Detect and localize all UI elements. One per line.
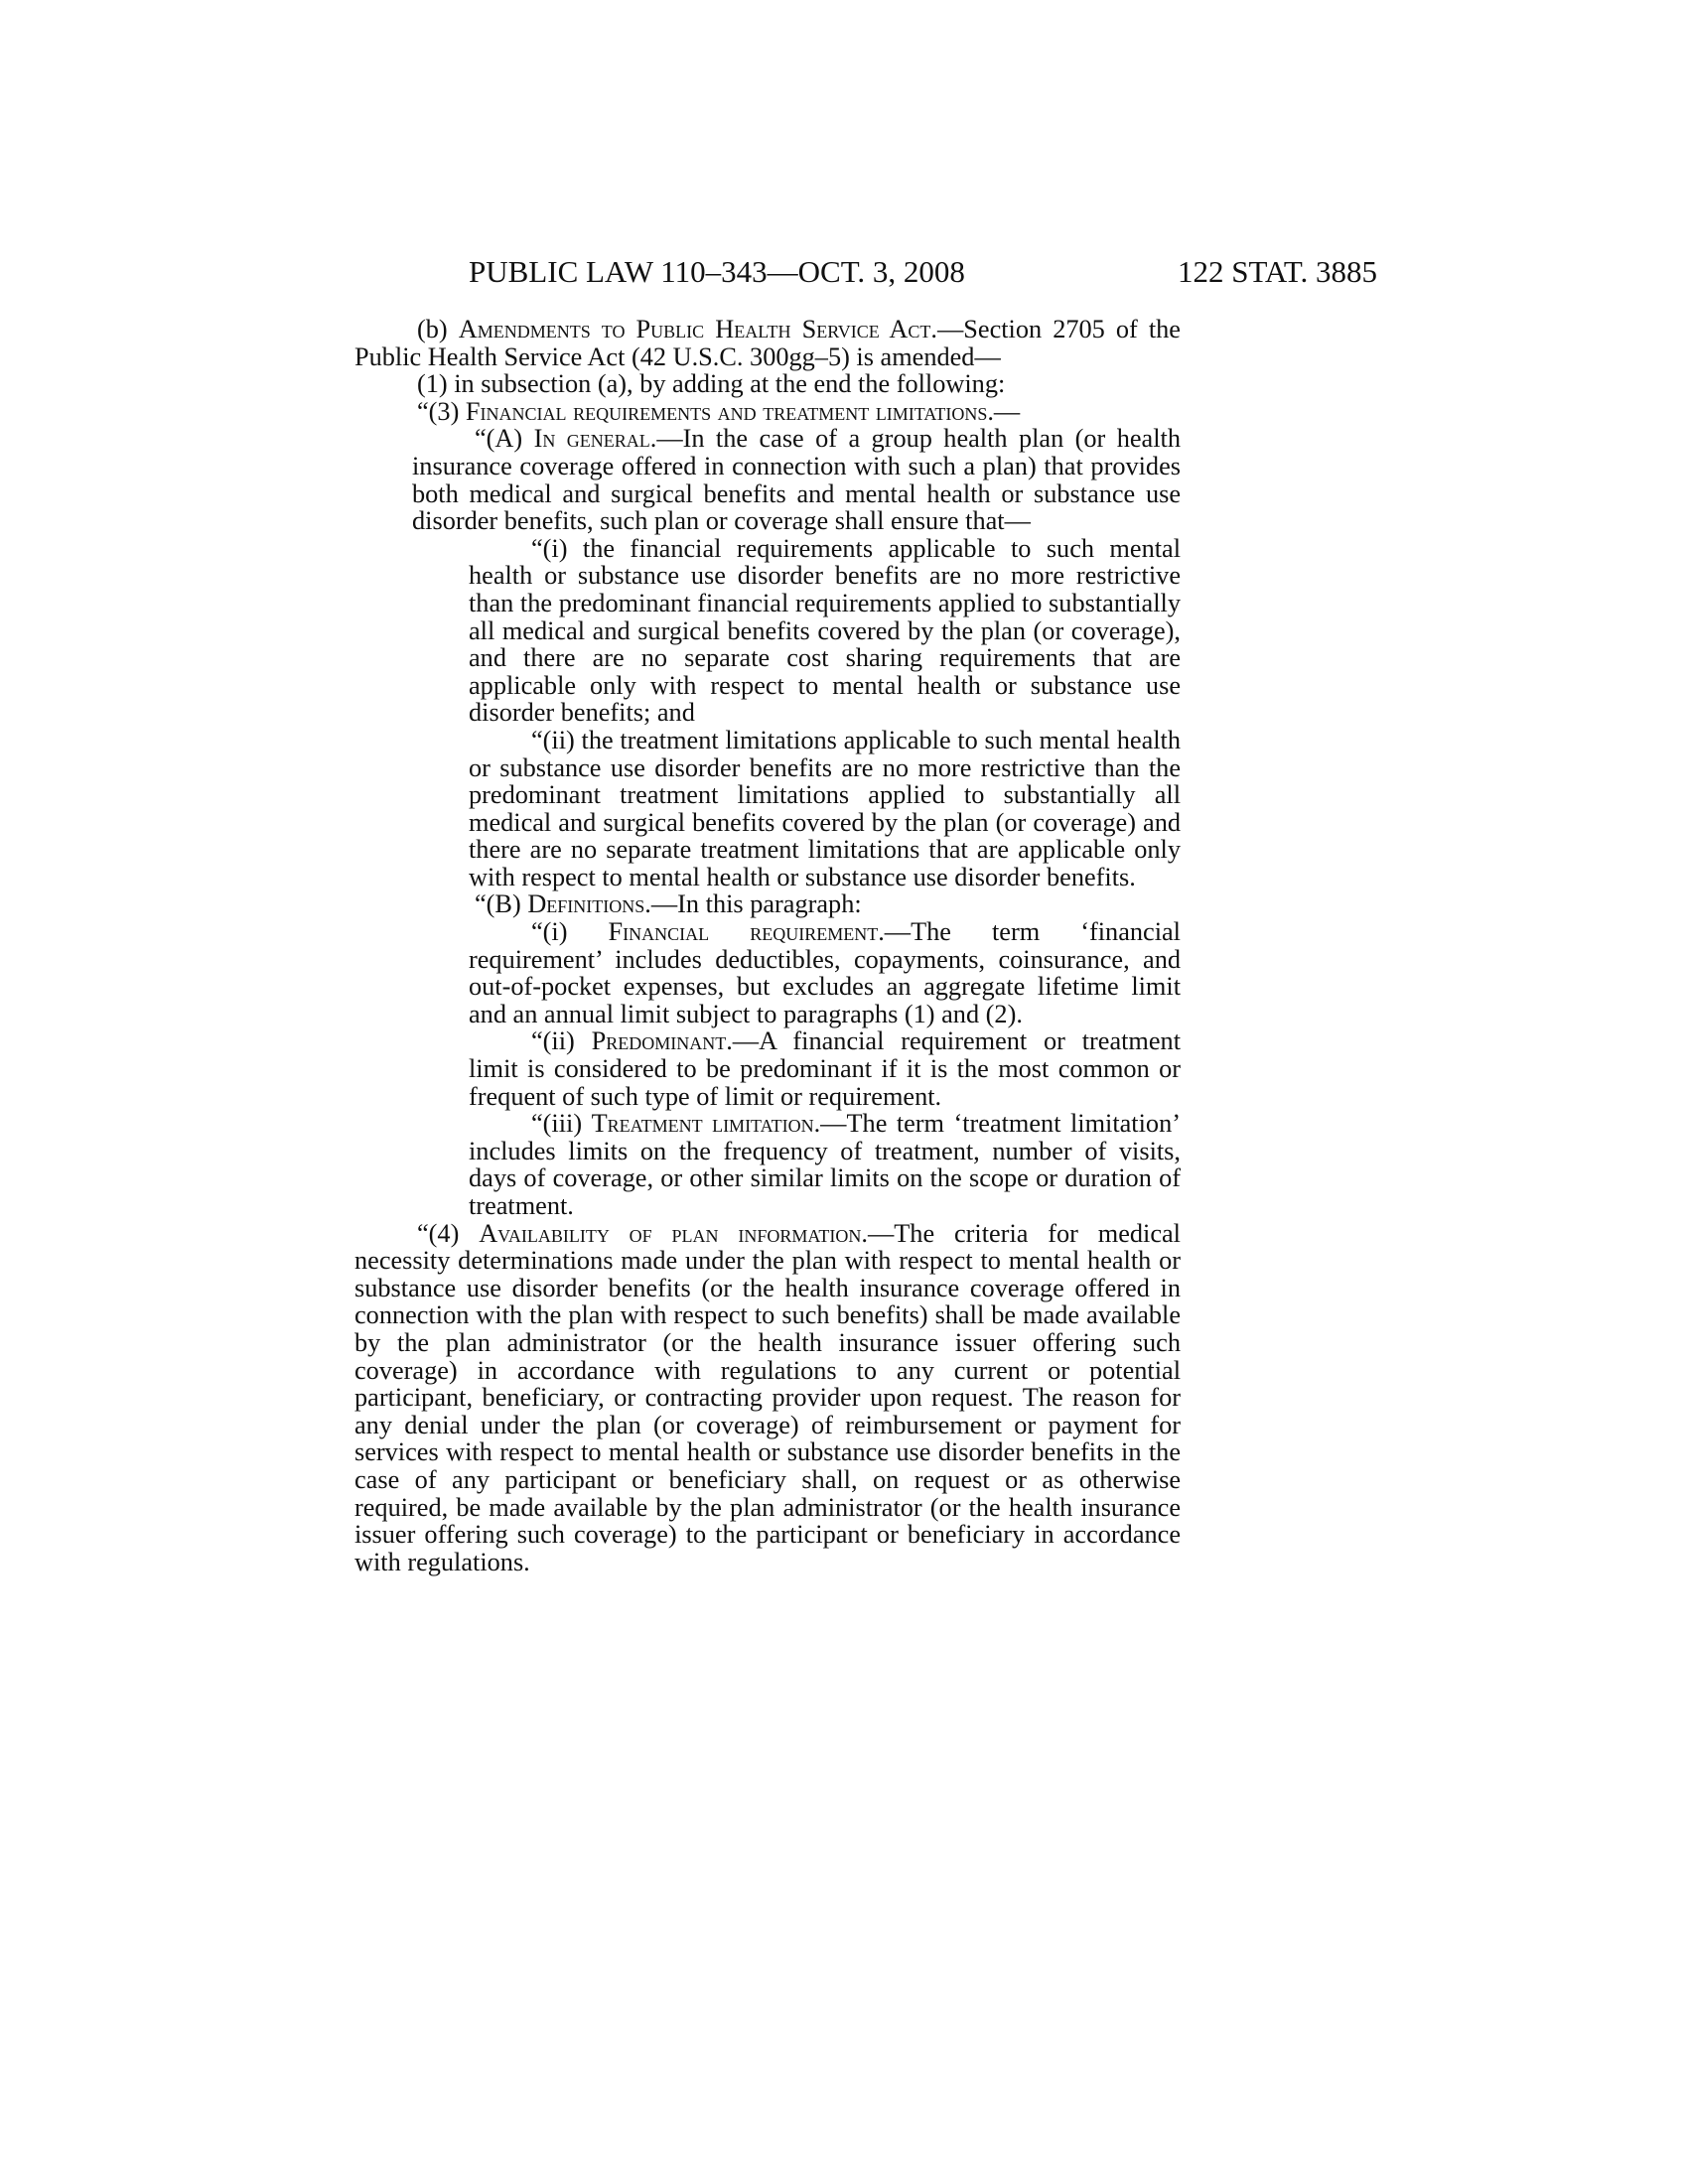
paragraph-3: “(3) Financial requirements and treatment limitations.— — [417, 396, 1021, 426]
running-head — [0, 250, 1688, 294]
subparagraph-b: “(B) Definitions.—In this paragraph: — [475, 889, 862, 919]
subparagraph-b-heading: Definitions — [527, 889, 645, 919]
clause-a-ii: “(ii) the treatment limitations applicable to such mental health or substance use disorder benefits are no more restrictive than the predominant treatment limitations applied to substantially all medical and surgical benefits covered by the plan (or coverage) and there are no separate treatment limitations that are applicable only with respect to mental health or substance use disorder benefits. — [469, 725, 1181, 891]
clause-b-i-heading: Financial requirement — [608, 917, 879, 947]
item-1: (1) in subsection (a), by adding at the end the following: — [417, 369, 1006, 399]
clause-b-ii-heading: Predominant — [591, 1026, 727, 1056]
clause-b-i: “(i) Financial requirement.—The term ‘financial requirement’ includes deductibles, copayments, coinsurance, and out-of-pocket expenses, but excludes an aggregate lifetime limit and an annual limit subject to paragraphs (1) and (2). — [469, 917, 1181, 1028]
clause-a-i: “(i) the financial requirements applicable to such mental health or substance use disorder benefits are no more restrictive than the predominant financial requirements applied to substantially all medical and surgical benefits covered by the plan (or coverage), and there are no separate cost sharing requirements that are applicable only with respect to mental health or substance use disorder benefits; and — [469, 533, 1181, 728]
statute-body — [354, 316, 1181, 1575]
subsection-b-heading: Amendments to Public Health Service Act — [458, 315, 931, 343]
paragraph-3-heading: Financial requirements and treatment limitations — [465, 396, 988, 426]
subparagraph-a-heading: In general — [533, 424, 650, 454]
paragraph-4: “(4) Availability of plan information.—The criteria for medical necessity determinations made under the plan with respect to mental health or substance use disorder benefits (or the health insurance coverage offered in connection with the plan with respect to such benefits) shall be made available by the plan administrator (or the health insurance issuer offering such coverage) in accordance with regulations to any current or potential participant, beneficiary, or contracting provider upon request. The reason for any denial under the plan (or coverage) of reimbursement or payment for services with respect to mental health or substance use disorder benefits in the case of any participant or beneficiary shall, on request or as otherwise required, be made available by the plan administrator (or the health insurance issuer offering such coverage) to the participant or beneficiary in accordance with regulations. — [354, 1218, 1181, 1576]
paragraph-4-heading: Availability of plan information — [479, 1218, 862, 1248]
stat-page-number: 122 STAT. 3885 — [1177, 254, 1377, 289]
subparagraph-a: “(A) In general.—In the case of a group health plan (or health insurance coverage offered in connection with such a plan) that provides both medical and surgical benefits and mental health or substance use disorder benefits, such plan or coverage shall ensure that— — [412, 424, 1181, 536]
subsection-b: (b) Amendments to Public Health Service Act.—Section 2705 of the Public Health Service Act (42 U.S.C. 300gg–5) is amended— — [354, 315, 1181, 371]
clause-b-iii-heading: Treatment limitation — [591, 1109, 814, 1139]
clause-b-iii: “(iii) Treatment limitation.—The term ‘treatment limitation’ includes limits on the frequency of treatment, number of visits, days of coverage, or other similar limits on the scope or duration of treatment. — [469, 1109, 1181, 1220]
clause-b-ii: “(ii) Predominant.—A financial requirement or treatment limit is considered to be predominant if it is the most common or frequent of such type of limit or requirement. — [469, 1026, 1182, 1111]
public-law-title: PUBLIC LAW 110–343—OCT. 3, 2008 — [469, 254, 965, 289]
